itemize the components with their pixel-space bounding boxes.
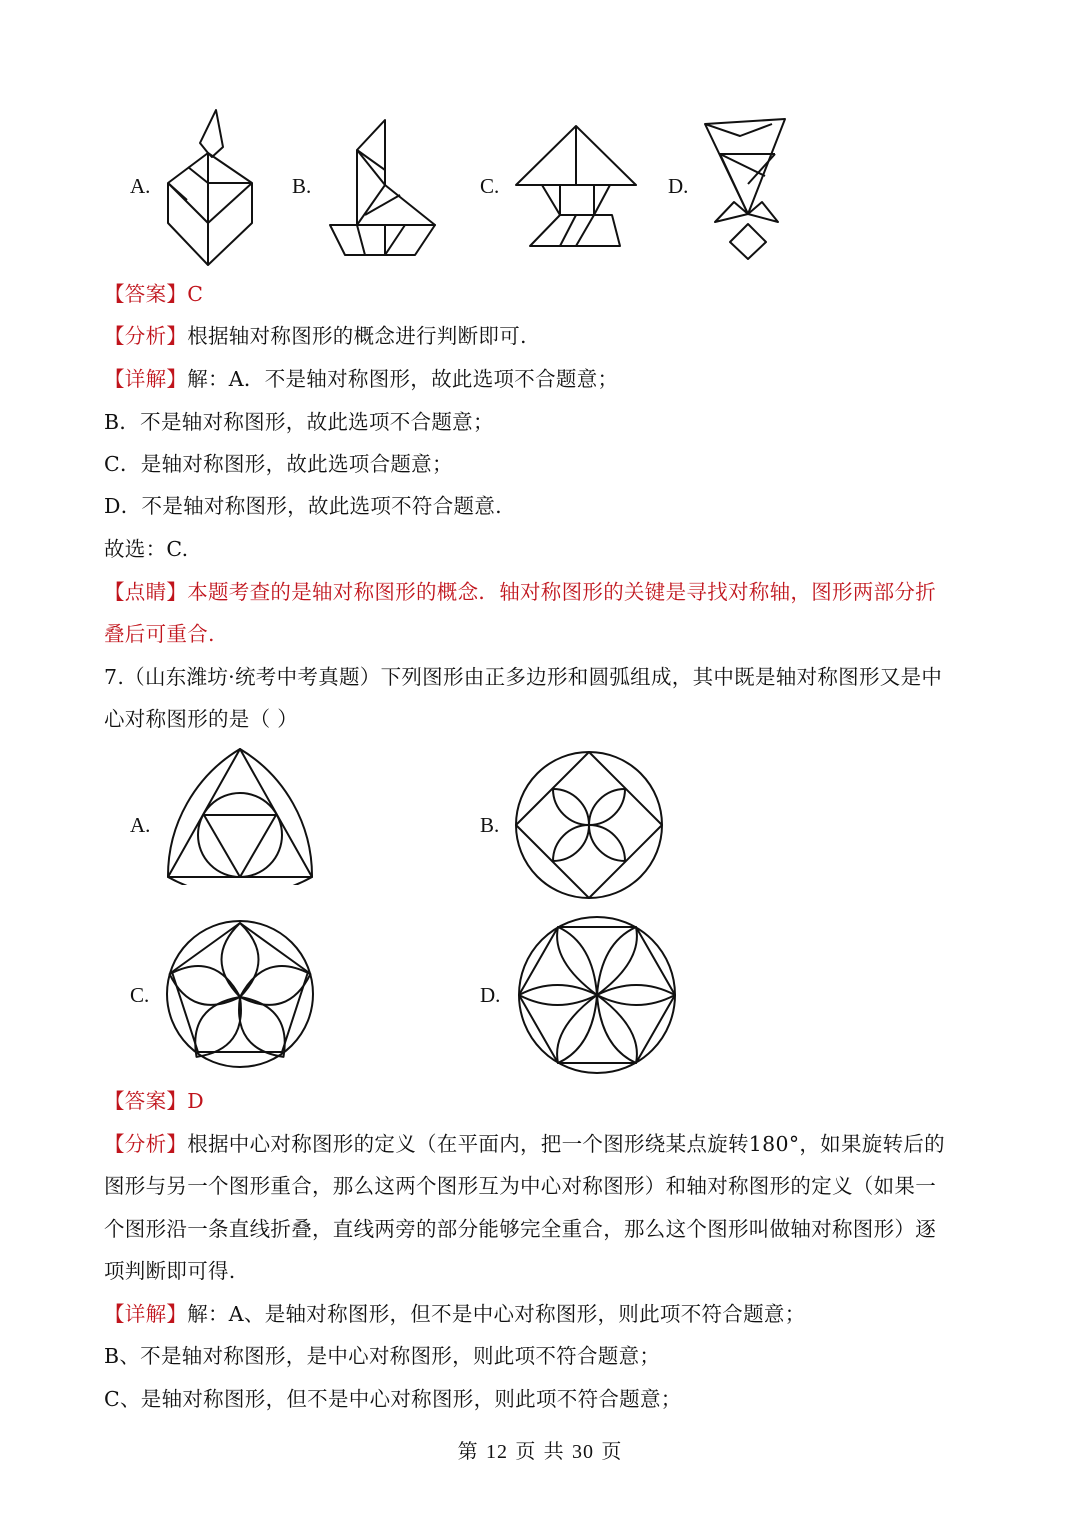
footer-mid: 页 共 [515,1439,565,1463]
q7-stem-line [104,663,942,691]
q7-figure-b-circle-square [512,748,667,903]
detail-text: 解：A．不是轴对称图形，故此选项不合题意； [187,367,619,391]
footer-prefix: 第 [457,1439,479,1463]
q7-analysis-line-3: 个图形沿一条直线折叠，直线两旁的部分能够完全重合，那么这个图形叫做轴对称图形）逐 [104,1217,936,1241]
q7-option-a-label: A. [130,813,151,837]
total-page-number: 30 [572,1441,595,1463]
q7-analysis-line [104,1130,945,1158]
q6-detail-line-2: B．不是轴对称图形，故此选项不合题意； [104,410,494,434]
analysis-tag: 【分析】 [104,1132,188,1156]
detail-text: 解：A、是轴对称图形，但不是中心对称图形，则此项不符合题意； [187,1302,806,1326]
q7-answer-line [104,1087,204,1115]
analysis-text: 根据中心对称图形的定义（在平面内，把一个图形绕某点旋转180°，如果旋转后的 [187,1132,945,1156]
q7-analysis-line-2: 图形与另一个图形重合，那么这两个图形互为中心对称图形）和轴对称图形的定义（如果一 [104,1174,936,1198]
q6-analysis-line [104,322,527,350]
detail-tag: 【详解】 [104,367,188,391]
analysis-tag: 【分析】 [104,324,188,348]
q6-option-b-label: B. [292,174,312,198]
answer-value: D [187,1089,204,1113]
answer-value: C [187,282,204,306]
comment-tag: 【点睛】 [104,580,188,604]
q6-conclusion: 故选：C. [104,537,189,561]
q6-comment-line-2: 叠后可重合. [104,622,215,646]
q6-figure-c-tangram [512,122,642,252]
page-footer [0,1435,1080,1464]
q7-detail-line-2: B、不是轴对称图形，是中心对称图形，则此项不符合题意； [104,1344,661,1368]
q6-option-d-label: D. [668,174,689,198]
q7-option-d-label: D. [480,983,501,1007]
comment-text: 本题考查的是轴对称图形的概念．轴对称图形的关键是寻找对称轴，图形两部分折 [187,580,937,604]
q7-stem-line-2: 心对称图形的是（ ） [104,707,299,731]
detail-tag: 【详解】 [104,1302,188,1326]
q6-answer-line [104,280,203,308]
q7-option-b-label: B. [480,813,500,837]
q6-detail-line-3: C．是轴对称图形，故此选项合题意； [104,452,453,476]
answer-tag: 【答案】 [104,282,188,306]
q7-figure-d-hexagon-flower [515,913,680,1078]
q6-detail-line-4: D．不是轴对称图形，故此选项不符合题意. [104,494,502,518]
q7-detail-line [104,1300,806,1328]
question-number: 7. [104,665,125,689]
q7-figure-a-reuleaux [160,745,320,885]
question-stem: （山东潍坊·统考中考真题）下列图形由正多边形和圆弧组成，其中既是轴对称图形又是中 [124,665,943,689]
q6-comment-line [104,578,936,606]
footer-suffix: 页 [601,1439,623,1463]
q6-figure-d-tangram [700,114,795,264]
analysis-text: 根据轴对称图形的概念进行判断即可. [187,324,527,348]
q7-detail-line-3: C、是轴对称图形，但不是中心对称图形，则此项不符合题意； [104,1387,682,1411]
q6-option-c-label: C. [480,174,500,198]
q6-option-a-label: A. [130,174,151,198]
q7-option-c-label: C. [130,983,150,1007]
q7-figure-c-pentagon-flower [163,917,318,1072]
answer-tag: 【答案】 [104,1089,188,1113]
q6-figure-b-tangram [325,115,440,260]
q6-figure-a-tangram [160,105,260,270]
q7-analysis-line-4: 项判断即可得. [104,1259,236,1283]
q6-detail-line [104,365,618,393]
current-page-number: 12 [485,1441,508,1463]
